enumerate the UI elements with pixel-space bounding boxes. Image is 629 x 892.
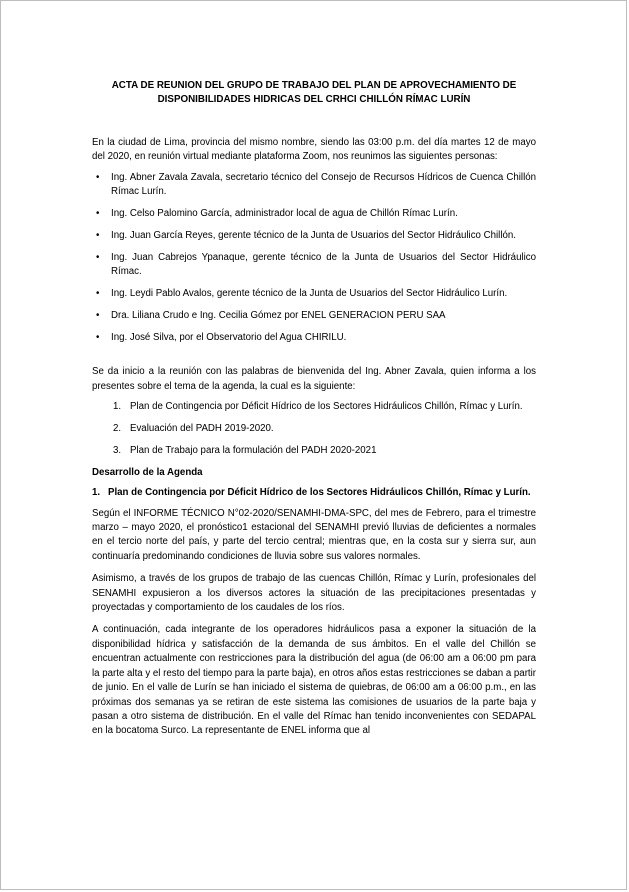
agenda-number: 2. — [113, 423, 122, 434]
opening-paragraph: Se da inicio a la reunión con las palabras de bienvenida del Ing. Abner Zavala, quien informa a los presentes sobre el tema de la agenda, la cual es la siguiente: — [92, 366, 536, 392]
attendee-item — [92, 331, 536, 345]
section-heading: Desarrollo de la Agenda — [92, 466, 203, 478]
agenda-number: 1. — [113, 401, 122, 413]
body-paragraph: Asimismo, a través de los grupos de trabajo de las cuencas Chillón, Rímac y Lurín, profesionales del SENAMHI expusieron a los diversos actores la situación de las precipitaciones presentadas y proyectadas y comportamiento de los caudales de los ríos. — [92, 573, 536, 614]
bullet-icon: • — [96, 251, 100, 263]
agenda-text: Plan de Contingencia por Déficit Hídrico de los Sectores Hidráulicos Chillón, Rímac y Lurín. — [130, 401, 523, 413]
bullet-icon: • — [96, 331, 100, 343]
attendee-item — [92, 309, 536, 323]
agenda-item — [92, 422, 536, 436]
intro-paragraph: En la ciudad de Lima, provincia del mismo nombre, siendo las 03:00 p.m. del día martes 12 de mayo del 2020, en reunión virtual mediante plataforma Zoom, nos reunimos las siguientes personas: — [92, 136, 536, 163]
attendee-list — [92, 171, 536, 346]
attendee-text: Ing. Abner Zavala Zavala, secretario técnico del Consejo de Recursos Hídricos de Cuenca Chillón Rímac Lurín. — [111, 171, 536, 198]
subsection-heading — [92, 486, 536, 500]
attendee-item — [92, 251, 536, 280]
attendee-item — [92, 229, 536, 243]
bullet-icon: • — [96, 171, 100, 183]
agenda-number: 3. — [113, 444, 122, 456]
subsection-number: 1. — [92, 487, 101, 499]
document-title: ACTA DE REUNION DEL GRUPO DE TRABAJO DEL PLAN DE APROVECHAMIENTO DE DISPONIBILIDADES HIDRICAS DEL CRHCI CHILLÓN RÍMAC LURÍN — [111, 80, 517, 106]
bullet-icon: • — [96, 288, 100, 300]
agenda-item — [92, 400, 536, 414]
attendee-item — [92, 287, 536, 301]
agenda-item — [92, 444, 536, 458]
bullet-icon: • — [96, 229, 100, 241]
attendee-item — [92, 207, 536, 221]
attendee-item — [92, 171, 536, 200]
body-paragraph: Según el INFORME TÉCNICO N°02-2020/SENAMHI-DMA-SPC, del mes de Febrero, para el trimestre marzo – mayo 2020, el pronóstico1 estacional del SENAMHI previó lluvias de deficientes a normales en el tercio norte del país, y parte del tercio central; mientras que, en la costa sur y sierra sur, aun continuaría predominando condiciones de lluvia sobre sus valores normales. — [92, 507, 536, 562]
agenda-list — [92, 400, 536, 458]
agenda-text: Evaluación del PADH 2019-2020. — [130, 423, 274, 434]
agenda-text: Plan de Trabajo para la formulación del PADH 2020-2021 — [130, 444, 377, 456]
body-paragraph: A continuación, cada integrante de los operadores hidráulicos pasa a exponer la situación de la disponibilidad hídrica y satisfacción de la demanda de sus ámbitos. En el valle del Chillón se encuentran actualmente con restricciones para la distribución del agua (de 06:00 am a 06:00 pm para la parte alta y el resto del tiempo para la parte baja), en otros años estas restricciones se daban a partir de junio. En el valle de Lurín se han iniciado el sistema de quiebras, de 06:00 am a 06:00 p.m., en las próximas dos semanas ya se retiran de este sistema las comisiones de usuarios de la parte baja y pasan a otro sistema de distribución. En el valle del Rímac han tenido inconvenientes con SEDAPAL en la bocatoma Surco. La representante de ENEL informa que al — [92, 624, 536, 737]
attendee-text: Ing. Juan Cabrejos Ypanaque, gerente técnico de la Junta de Usuarios del Sector Hidráulico Rímac. — [111, 251, 536, 278]
attendee-text: Ing. Juan García Reyes, gerente técnico de la Junta de Usuarios del Sector Hidráulico Chillón. — [111, 229, 516, 241]
attendee-text: Ing. Celso Palomino García, administrador local de agua de Chillón Rímac Lurín. — [111, 207, 458, 219]
attendee-text: Dra. Liliana Crudo e Ing. Cecilia Gómez por ENEL GENERACION PERU SAA — [111, 309, 446, 321]
document-body — [92, 79, 536, 747]
bullet-icon: • — [96, 207, 100, 219]
attendee-text: Ing. José Silva, por el Observatorio del Agua CHIRILU. — [111, 331, 347, 343]
subsection-title: Plan de Contingencia por Déficit Hídrico de los Sectores Hidráulicos Chillón, Rímac y Lurín. — [108, 487, 531, 499]
bullet-icon: • — [96, 309, 100, 321]
attendee-text: Ing. Leydi Pablo Avalos, gerente técnico de la Junta de Usuarios del Sector Hidráulico Lurín. — [111, 288, 508, 300]
